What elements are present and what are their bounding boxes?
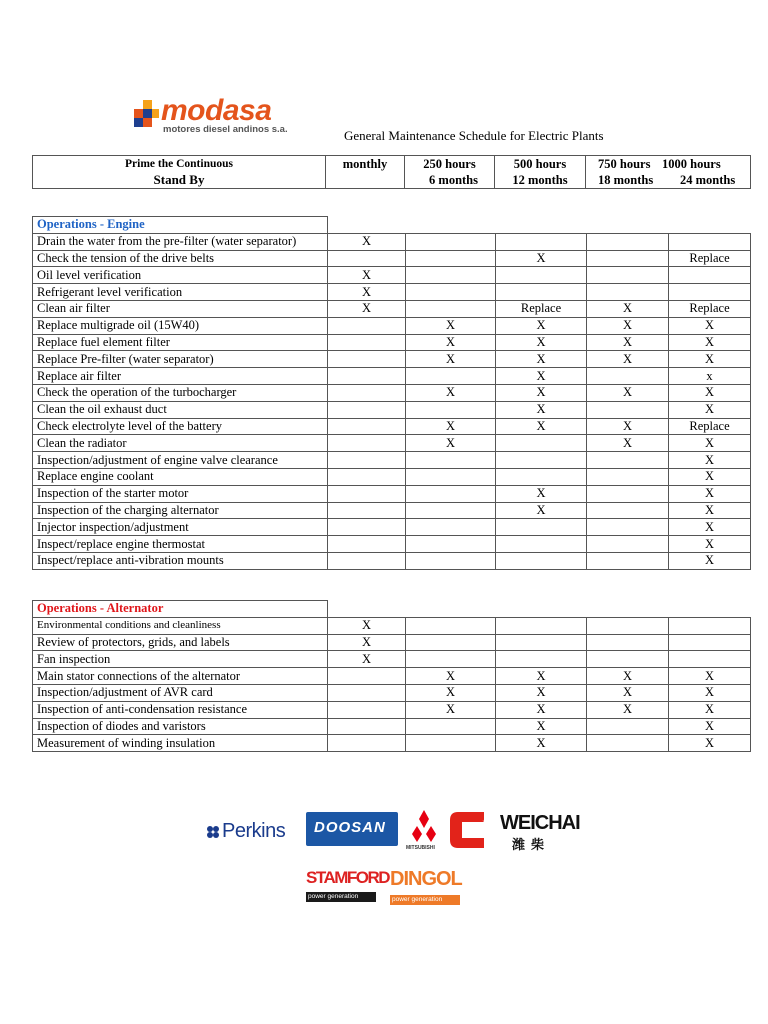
schedule-cell-h250	[406, 502, 496, 519]
schedule-cell-h500: X	[496, 317, 587, 334]
schedule-cell-h1000	[669, 233, 751, 250]
header-500-hours: 500 hours	[513, 157, 567, 171]
schedule-cell-h1000	[669, 284, 751, 301]
table-row	[33, 452, 751, 469]
mitsubishi-text: MITSUBISHI	[406, 845, 435, 851]
schedule-cell-h500: X	[496, 684, 587, 701]
schedule-cell-h750	[587, 617, 669, 634]
schedule-cell-m	[328, 250, 406, 267]
schedule-cell-m	[328, 351, 406, 368]
header-prime: Prime the Continuous	[125, 158, 233, 170]
schedule-cell-h500	[496, 435, 587, 452]
schedule-cell-m	[328, 502, 406, 519]
dingol-text: DINGOL	[390, 868, 462, 890]
schedule-cell-h250: X	[406, 351, 496, 368]
table-row	[33, 317, 751, 334]
schedule-cell-h250	[406, 617, 496, 634]
modasa-mark-icon	[131, 100, 161, 134]
schedule-cell-h750	[587, 468, 669, 485]
task-label: Replace fuel element filter	[33, 334, 328, 351]
schedule-cell-h750: X	[587, 351, 669, 368]
schedule-cell-m: X	[328, 651, 406, 668]
schedule-cell-h500: X	[496, 668, 587, 685]
schedule-cell-h1000: X	[669, 351, 751, 368]
schedule-cell-h1000: Replace	[669, 418, 751, 435]
schedule-cell-h750	[587, 368, 669, 385]
schedule-cell-h250: X	[406, 684, 496, 701]
table-row	[33, 401, 751, 418]
dingol-subtitle: power generation	[390, 895, 460, 905]
schedule-cell-h500	[496, 552, 587, 569]
weichai-text: WEICHAI	[500, 812, 580, 834]
task-label: Inspect/replace anti-vibration mounts	[33, 552, 328, 569]
task-label: Fan inspection	[33, 651, 328, 668]
schedule-cell-h250	[406, 552, 496, 569]
weichai-chinese-text: 潍柴	[512, 838, 551, 853]
header-1000-hours: 1000 hours	[662, 157, 721, 171]
schedule-cell-h500: X	[496, 418, 587, 435]
schedule-cell-h1000: X	[669, 334, 751, 351]
schedule-cell-h750	[587, 233, 669, 250]
mitsubishi-logo	[404, 808, 444, 854]
schedule-cell-h1000	[669, 634, 751, 651]
task-label: Inspection/adjustment of AVR card	[33, 684, 328, 701]
schedule-cell-h750	[587, 536, 669, 553]
schedule-cell-h1000: X	[669, 401, 751, 418]
task-label: Inspection/adjustment of engine valve clearance	[33, 452, 328, 469]
schedule-cell-m	[328, 368, 406, 385]
table-row	[33, 485, 751, 502]
schedule-cell-h1000: X	[669, 701, 751, 718]
task-label: Inspection of the charging alternator	[33, 502, 328, 519]
schedule-cell-h750	[587, 250, 669, 267]
schedule-header-table	[32, 155, 751, 189]
stamford-text: STAMFORD	[306, 868, 390, 887]
task-label: Clean the oil exhaust duct	[33, 401, 328, 418]
schedule-cell-h1000: X	[669, 435, 751, 452]
schedule-cell-h750	[587, 502, 669, 519]
task-label: Inspection of the starter motor	[33, 485, 328, 502]
schedule-cell-h250: X	[406, 668, 496, 685]
schedule-cell-h250	[406, 452, 496, 469]
task-label: Inspect/replace engine thermostat	[33, 536, 328, 553]
schedule-cell-h500: X	[496, 401, 587, 418]
schedule-cell-m	[328, 701, 406, 718]
weichai-logo	[498, 812, 580, 853]
schedule-cell-h250	[406, 651, 496, 668]
schedule-cell-h750	[587, 401, 669, 418]
task-label: Replace Pre-filter (water separator)	[33, 351, 328, 368]
schedule-cell-h250	[406, 468, 496, 485]
modasa-logo	[131, 94, 331, 138]
table-row	[33, 536, 751, 553]
dingol-logo	[390, 868, 460, 908]
task-label: Oil level verification	[33, 267, 328, 284]
schedule-cell-h500: X	[496, 351, 587, 368]
schedule-cell-h750: X	[587, 317, 669, 334]
table-row	[33, 250, 751, 267]
engine-rows	[33, 233, 751, 569]
table-row	[33, 468, 751, 485]
schedule-cell-h500	[496, 468, 587, 485]
schedule-cell-h1000: X	[669, 384, 751, 401]
cummins-logo	[448, 808, 494, 852]
task-label: Replace multigrade oil (15W40)	[33, 317, 328, 334]
schedule-cell-h250	[406, 300, 496, 317]
schedule-cell-h500	[496, 267, 587, 284]
schedule-cell-h1000: X	[669, 668, 751, 685]
schedule-cell-h500	[496, 519, 587, 536]
schedule-cell-h500: X	[496, 718, 587, 735]
schedule-cell-h1000	[669, 267, 751, 284]
table-row	[33, 634, 751, 651]
table-row	[33, 418, 751, 435]
schedule-cell-h250	[406, 485, 496, 502]
schedule-cell-h750: X	[587, 684, 669, 701]
schedule-cell-h1000: x	[669, 368, 751, 385]
schedule-cell-h500: X	[496, 368, 587, 385]
engine-section-title: Operations - Engine	[33, 217, 328, 234]
schedule-cell-h500	[496, 651, 587, 668]
schedule-cell-m	[328, 485, 406, 502]
schedule-cell-h250: X	[406, 317, 496, 334]
table-row	[33, 334, 751, 351]
schedule-cell-m: X	[328, 267, 406, 284]
stamford-logo	[306, 868, 390, 908]
task-label: Measurement of winding insulation	[33, 735, 328, 752]
header-250-months: 6 months	[429, 173, 478, 187]
schedule-cell-h500	[496, 284, 587, 301]
table-row	[33, 519, 751, 536]
perkins-logo	[204, 812, 302, 850]
schedule-cell-h1000: X	[669, 452, 751, 469]
schedule-cell-h250: X	[406, 435, 496, 452]
schedule-cell-h500: X	[496, 735, 587, 752]
schedule-cell-m	[328, 334, 406, 351]
schedule-cell-m	[328, 552, 406, 569]
schedule-cell-h750	[587, 651, 669, 668]
schedule-cell-h750: X	[587, 384, 669, 401]
schedule-cell-h750: X	[587, 418, 669, 435]
schedule-cell-h500	[496, 536, 587, 553]
table-row	[33, 735, 751, 752]
schedule-cell-m: X	[328, 233, 406, 250]
schedule-cell-h250: X	[406, 418, 496, 435]
schedule-cell-h1000: X	[669, 317, 751, 334]
header-500	[495, 156, 586, 189]
schedule-cell-h250	[406, 519, 496, 536]
perkins-mark-icon	[206, 825, 220, 839]
task-label: Main stator connections of the alternator	[33, 668, 328, 685]
schedule-cell-h250: X	[406, 384, 496, 401]
schedule-cell-h250	[406, 634, 496, 651]
schedule-cell-h750: X	[587, 701, 669, 718]
schedule-cell-h750	[587, 634, 669, 651]
schedule-cell-h250: X	[406, 701, 496, 718]
schedule-cell-h500	[496, 617, 587, 634]
schedule-cell-m	[328, 718, 406, 735]
schedule-cell-h750	[587, 452, 669, 469]
schedule-cell-h750	[587, 284, 669, 301]
schedule-cell-h250	[406, 233, 496, 250]
header-250	[405, 156, 495, 189]
schedule-cell-h1000: X	[669, 502, 751, 519]
logo-tagline: motores diesel andinos s.a.	[163, 124, 288, 135]
schedule-cell-h1000: X	[669, 684, 751, 701]
schedule-cell-h500: X	[496, 384, 587, 401]
schedule-cell-m	[328, 317, 406, 334]
schedule-cell-h750: X	[587, 334, 669, 351]
schedule-cell-m: X	[328, 284, 406, 301]
schedule-cell-m: X	[328, 634, 406, 651]
header-standby: Stand By	[153, 172, 205, 187]
schedule-cell-h1000: X	[669, 718, 751, 735]
schedule-cell-m: X	[328, 617, 406, 634]
header-monthly: monthly	[326, 156, 405, 189]
task-label: Injector inspection/adjustment	[33, 519, 328, 536]
task-label: Clean the radiator	[33, 435, 328, 452]
schedule-cell-h750	[587, 552, 669, 569]
schedule-cell-h500	[496, 233, 587, 250]
schedule-cell-h500: X	[496, 334, 587, 351]
header-500-months: 12 months	[512, 173, 568, 187]
schedule-cell-h500	[496, 634, 587, 651]
schedule-cell-h500: X	[496, 250, 587, 267]
task-label: Drain the water from the pre-filter (water separator)	[33, 233, 328, 250]
schedule-cell-h500: X	[496, 485, 587, 502]
table-row	[33, 668, 751, 685]
schedule-cell-h750	[587, 735, 669, 752]
table-row	[33, 701, 751, 718]
schedule-cell-m	[328, 668, 406, 685]
table-row	[33, 300, 751, 317]
schedule-cell-h750	[587, 718, 669, 735]
stamford-subtitle: power generation	[306, 892, 376, 902]
doosan-text: DOOSAN	[314, 819, 386, 836]
schedule-cell-m	[328, 536, 406, 553]
table-row	[33, 368, 751, 385]
schedule-cell-h250	[406, 718, 496, 735]
schedule-cell-m	[328, 452, 406, 469]
schedule-cell-h1000	[669, 651, 751, 668]
table-row	[33, 718, 751, 735]
schedule-cell-h1000: Replace	[669, 250, 751, 267]
task-label: Inspection of diodes and varistors	[33, 718, 328, 735]
schedule-cell-h1000	[669, 617, 751, 634]
table-row	[33, 233, 751, 250]
schedule-cell-h250	[406, 368, 496, 385]
table-row	[33, 284, 751, 301]
schedule-cell-h750: X	[587, 435, 669, 452]
task-label: Replace engine coolant	[33, 468, 328, 485]
schedule-cell-h1000: X	[669, 519, 751, 536]
schedule-cell-m	[328, 435, 406, 452]
task-label: Clean air filter	[33, 300, 328, 317]
task-label: Review of protectors, grids, and labels	[33, 634, 328, 651]
perkins-text: Perkins	[222, 820, 286, 842]
schedule-cell-h500: X	[496, 701, 587, 718]
cummins-text: Cummins	[464, 816, 494, 838]
task-label: Check the tension of the drive belts	[33, 250, 328, 267]
alternator-operations-table	[32, 600, 751, 752]
schedule-cell-m	[328, 384, 406, 401]
schedule-cell-h250	[406, 536, 496, 553]
table-row	[33, 435, 751, 452]
schedule-cell-h750: X	[587, 668, 669, 685]
header-1000-months: 24 months	[680, 173, 736, 187]
schedule-cell-m	[328, 735, 406, 752]
alternator-rows	[33, 617, 751, 751]
schedule-cell-h250	[406, 267, 496, 284]
schedule-cell-h500: Replace	[496, 300, 587, 317]
schedule-cell-h1000: X	[669, 552, 751, 569]
logo-wordmark: modasa	[161, 94, 272, 127]
schedule-cell-h1000: X	[669, 536, 751, 553]
schedule-cell-m: X	[328, 300, 406, 317]
header-750-hours: 750 hours	[598, 157, 651, 171]
schedule-cell-h750	[587, 267, 669, 284]
task-label: Check electrolyte level of the battery	[33, 418, 328, 435]
schedule-cell-m	[328, 401, 406, 418]
header-750-1000	[586, 156, 751, 189]
header-250-hours: 250 hours	[423, 157, 476, 171]
cummins-c-icon	[448, 808, 494, 852]
table-row	[33, 684, 751, 701]
doosan-logo	[306, 812, 398, 846]
schedule-cell-h750	[587, 485, 669, 502]
schedule-cell-h1000: X	[669, 735, 751, 752]
header-type-cell	[33, 156, 326, 189]
schedule-cell-m	[328, 519, 406, 536]
table-row	[33, 384, 751, 401]
task-label: Check the operation of the turbocharger	[33, 384, 328, 401]
table-row	[33, 552, 751, 569]
schedule-cell-h750: X	[587, 300, 669, 317]
task-label: Replace air filter	[33, 368, 328, 385]
schedule-cell-m	[328, 684, 406, 701]
alternator-section-title: Operations - Alternator	[33, 601, 328, 618]
schedule-cell-h250	[406, 284, 496, 301]
task-label: Environmental conditions and cleanliness	[33, 617, 328, 634]
schedule-cell-h250: X	[406, 334, 496, 351]
header-750-months: 18 months	[598, 173, 654, 187]
table-row	[33, 351, 751, 368]
table-row	[33, 267, 751, 284]
schedule-cell-m	[328, 468, 406, 485]
schedule-cell-h250	[406, 735, 496, 752]
table-row	[33, 502, 751, 519]
engine-operations-table	[32, 216, 751, 570]
schedule-cell-h1000: X	[669, 468, 751, 485]
schedule-cell-h750	[587, 519, 669, 536]
table-row	[33, 617, 751, 634]
mitsubishi-diamonds-icon	[404, 808, 444, 844]
schedule-cell-m	[328, 418, 406, 435]
schedule-cell-h250	[406, 401, 496, 418]
schedule-cell-h250	[406, 250, 496, 267]
task-label: Refrigerant level verification	[33, 284, 328, 301]
document-title: General Maintenance Schedule for Electric Plants	[344, 128, 604, 143]
schedule-cell-h500: X	[496, 502, 587, 519]
schedule-cell-h500	[496, 452, 587, 469]
schedule-cell-h1000: Replace	[669, 300, 751, 317]
table-row	[33, 651, 751, 668]
task-label: Inspection of anti-condensation resistance	[33, 701, 328, 718]
schedule-cell-h1000: X	[669, 485, 751, 502]
